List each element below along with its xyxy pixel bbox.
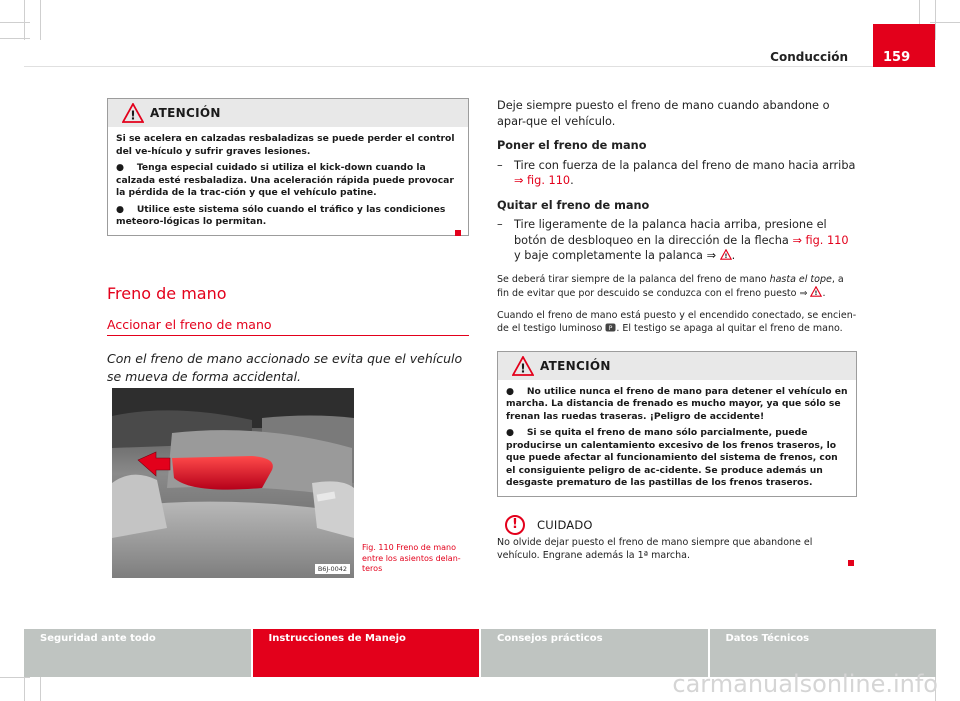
warning-header <box>498 352 856 380</box>
tope-text-b: , a fin de evitar que por descuido se conduzca con el freno puesto ⇒ <box>497 273 844 299</box>
step2-end: . <box>731 249 736 262</box>
warning-triangle-icon <box>122 103 144 123</box>
paragraph-tope <box>497 273 857 300</box>
crop-mark <box>935 0 936 40</box>
caution-icon: ! <box>505 515 525 535</box>
caution-header <box>497 515 857 535</box>
warning-ref-icon[interactable] <box>810 286 822 297</box>
page-number: 159 <box>873 24 935 67</box>
step-quitar <box>497 217 857 264</box>
paragraph-intro: Deje siempre puesto el freno de mano cuando abandone o apar-que el vehículo. <box>497 99 830 128</box>
right-column <box>497 98 857 562</box>
step2-mid: y baje completamente la palanca ⇒ <box>514 249 717 262</box>
bullet-icon: ● <box>506 385 527 397</box>
crop-mark <box>0 677 30 678</box>
tab-consejos[interactable]: Consejos prácticos <box>481 629 708 677</box>
crop-mark <box>0 22 30 23</box>
svg-text:P: P <box>609 324 613 332</box>
figure-handbrake <box>112 388 354 578</box>
warning-box <box>497 351 857 497</box>
paragraph-testigo <box>497 309 857 335</box>
tab-seguridad[interactable]: Seguridad ante todo <box>24 629 251 677</box>
warning-bullet <box>506 386 848 424</box>
section-intro: Con el freno de mano accionado se evita que el vehículo se mueva de forma accidental. <box>107 350 463 384</box>
bullet-icon: ● <box>116 162 137 173</box>
figure-code: B6J-0042 <box>315 564 350 574</box>
bullet-icon: ● <box>116 203 137 215</box>
step-dash: – <box>497 158 503 172</box>
crop-mark <box>0 38 30 39</box>
warning-bullet <box>506 427 848 490</box>
warning-paragraph: Si se acelera en calzadas resbaladizas se puede perder el control del ve-hículo y sufrir graves lesiones. <box>116 133 455 157</box>
figure-link[interactable]: ⇒ fig. 110 <box>514 174 571 187</box>
step-poner <box>497 158 857 189</box>
step1-text: Tire con fuerza de la palanca del freno de mano hacia arriba <box>514 158 856 172</box>
warning-bullet-text: Utilice este sistema sólo cuando el tráfico y las condiciones meteoro-lógicas lo permitan. <box>116 203 446 227</box>
caution-title: CUIDADO <box>537 517 593 532</box>
step-dash: – <box>497 218 503 231</box>
tope-end: . <box>822 287 826 299</box>
header-rule <box>24 66 936 67</box>
warning-title: ATENCIÓN <box>540 358 611 373</box>
warning-bullet-text: Si se quita el freno de mano sólo parcialmente, puede producirse un calentamiento excesivo de los frenos traseros, lo que puede afectar al funcionamiento del sistema de frenos, con el consiguiente peligro de ac-cidente. Se produce además un desgaste prematuro de las pastillas de los frenos traseros. <box>506 427 838 488</box>
watermark: carmanualsonline.info <box>672 670 938 698</box>
warning-ref-icon[interactable] <box>720 249 732 260</box>
step-text <box>514 158 855 189</box>
svg-text:!: ! <box>814 288 818 297</box>
svg-text:!: ! <box>724 252 728 260</box>
end-mark-icon <box>848 560 854 566</box>
warning-body <box>108 127 468 235</box>
handbrake-photo <box>112 388 354 578</box>
warning-box <box>107 98 469 236</box>
step-text <box>514 217 857 264</box>
warning-header <box>108 99 468 127</box>
warning-bullet-text: Tenga especial cuidado si utiliza el kick-down cuando la calzada esté resbaladiza. Una aceleración rápida puede provocar la pérdida de la trac-ción y que el vehículo patine. <box>116 162 454 198</box>
chapter-title: Conducción <box>770 50 848 64</box>
warning-body <box>498 380 856 496</box>
step1-end: . <box>570 174 574 187</box>
warning-bullet <box>116 162 460 200</box>
warning-triangle-icon <box>512 356 534 376</box>
tab-instrucciones[interactable]: Instrucciones de Manejo <box>253 629 480 677</box>
heading-quitar: Quitar el freno de mano <box>497 198 650 212</box>
crop-mark <box>24 0 25 40</box>
subsection-title: Accionar el freno de mano <box>107 316 272 332</box>
brake-warning-light-icon <box>605 323 616 332</box>
step2-text: Tire ligeramente de la palanca hacia arriba, presione el botón de desbloqueo en la dirección de la flecha <box>514 218 827 247</box>
heading-poner: Poner el freno de mano <box>497 139 647 152</box>
crop-mark <box>40 0 41 40</box>
end-mark-icon <box>455 230 461 236</box>
left-column <box>107 98 469 386</box>
figure-link[interactable]: ⇒ fig. 110 <box>792 233 849 247</box>
tab-datos[interactable]: Datos Técnicos <box>710 629 937 677</box>
tope-text-a: Se deberá tirar siempre de la palanca del freno de mano <box>497 273 770 285</box>
figure-caption: Fig. 110 Freno de mano entre los asientos delan-teros <box>362 543 461 573</box>
section-title: Freno de mano <box>107 283 227 303</box>
testigo-text-a: Cuando el freno de mano está puesto y el encendido conectado, se encien-de el testigo luminoso <box>497 309 857 334</box>
warning-bullet-text: No utilice nunca el freno de mano para detener el vehículo en marcha. La distancia de frenado es mucho mayor, ya que sólo se frenan las ruedas traseras. ¡Peligro de accidente! <box>506 385 848 422</box>
svg-text:!: ! <box>520 361 526 375</box>
testigo-text-b: . El testigo se apaga al quitar el freno de mano. <box>616 322 843 334</box>
svg-text:!: ! <box>130 108 136 123</box>
warning-bullet <box>116 204 460 229</box>
caution-text: No olvide dejar puesto el freno de mano siempre que abandone el vehículo. Engrane además la 1ª marcha. <box>497 536 813 561</box>
tope-emphasis: hasta el tope <box>769 273 832 285</box>
bullet-icon: ● <box>506 427 527 438</box>
warning-title: ATENCIÓN <box>150 106 221 120</box>
